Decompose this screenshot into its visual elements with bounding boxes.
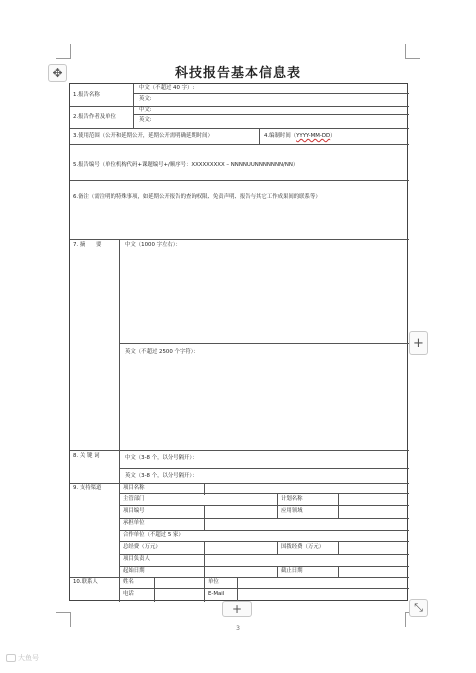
label-keywords: 8. 关 键 词 [73, 453, 100, 459]
label-national-funds: 国拨经费（万元） [281, 544, 325, 550]
label-contact-email: E-Mail [208, 591, 225, 597]
field-author-cn[interactable]: 中文: [139, 107, 152, 113]
field-keywords-cn[interactable]: 中文（3-8 个，以分号隔开）： [125, 455, 198, 461]
document-title: 科技报告基本信息表 [174, 66, 301, 81]
field-abstract-cn[interactable]: 中文（1000 字左右）： [125, 242, 181, 248]
field-report-name-cn[interactable]: 中文（不超过 40 字）: [139, 85, 195, 91]
label-project-number: 项目编号 [123, 508, 145, 514]
label-contact-phone: 电话 [123, 591, 134, 597]
label-contact-name: 姓名 [123, 579, 134, 585]
table-resize-handle-icon[interactable]: ⤡ [409, 599, 428, 617]
label-report-number[interactable]: 5.报告编号（单位机构代码+课题编号+/顺序号：XXXXXXXXX – NNNNUUNNNNNNN/NN） [73, 162, 299, 168]
compile-date-placeholder[interactable]: YYYY-MM-DD [296, 133, 331, 139]
label-abstract: 7. 摘 要 [73, 242, 102, 248]
label-compile-date[interactable]: 4.编制时间（YYYY-MM-DD） [264, 133, 336, 139]
field-abstract-en[interactable]: 英文（不超过 2500 个字符）： [125, 349, 199, 355]
watermark-text: 大鱼号 [18, 654, 39, 662]
label-support-channel: 9. 支持渠道 [73, 485, 102, 491]
label-contact: 10.联系人 [73, 579, 98, 585]
label-authority: 主管部门 [123, 496, 145, 502]
info-table[interactable] [69, 83, 408, 601]
label-end-date: 截止日期 [281, 568, 303, 574]
watermark-logo-icon [6, 654, 16, 662]
label-author-unit: 2.报告作者及单位 [73, 114, 116, 120]
label-start-date: 起始日期 [123, 568, 145, 574]
field-report-name-en[interactable]: 英文: [139, 96, 152, 102]
label-undertaker: 承担单位 [123, 520, 145, 526]
label-partners: 合作单位（不超过 5 家） [123, 532, 184, 538]
label-total-funds: 总经费（万元） [123, 544, 161, 550]
label-report-name: 1.报告名称 [73, 92, 100, 98]
label-usage-scope[interactable]: 3.使用范围（公开和延期公开，延期公开需明确延期时间） [73, 133, 213, 139]
add-column-button[interactable]: + [409, 331, 428, 355]
label-application-field: 应用领域 [281, 508, 303, 514]
add-row-button[interactable]: + [222, 601, 252, 617]
crop-mark-top-left [56, 44, 71, 59]
watermark [6, 653, 39, 663]
page-number: 3 [236, 625, 240, 632]
table-move-handle-icon[interactable]: ✥ [48, 64, 67, 82]
label-contact-unit: 单位 [208, 579, 219, 585]
label-plan-name: 计划名称 [281, 496, 303, 502]
crop-mark-top-right [405, 44, 420, 59]
label-project-leader: 项目负责人 [123, 556, 150, 562]
field-author-en[interactable]: 英文: [139, 117, 152, 123]
field-keywords-en[interactable]: 英文（3-8 个，以分号隔开）： [125, 473, 198, 479]
label-notes[interactable]: 6.备注（需注明的特殊事项，如延期公开报告的查询权限、免责声明、报告与其它工作成果间的联系等） [73, 194, 321, 200]
label-project-name: 项目名称 [123, 485, 145, 491]
